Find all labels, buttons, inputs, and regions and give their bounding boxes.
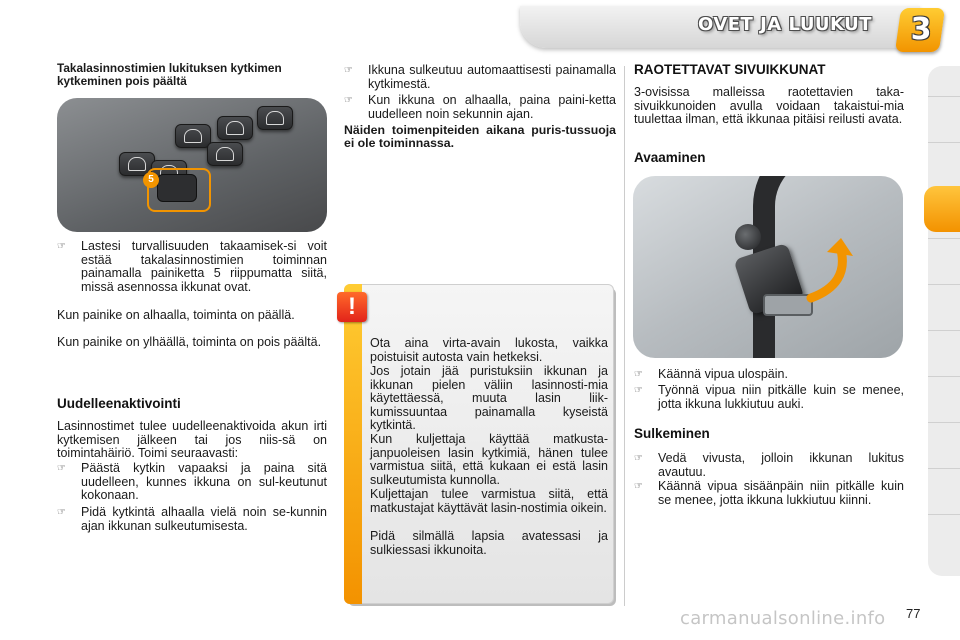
pointing-finger-icon: ☞: [344, 95, 353, 106]
lever-pivot: [735, 224, 761, 250]
manual-page: OVET JA LUUKUT 3 Takalasinnostimien lukituksen kytkimen kytkeminen pois päältä 5 ☞ Lastesi turvallisuuden takaamisek-si voit estää takalasinnostimien toiminnan painamalla painiketta 5 riippumatta siitä, missä asennossa ikkunat ovat. Kun painike on alhaalla, toiminta on päällä. Kun painike on ylhäällä, toiminta on pois päältä. Uudelleenaktivointi Lasinnostimet tulee uudelleenaktivoida akun irti kytkemisen jälkeen tai jos niis-sä on toimintahäiriö. Toimi seuraavasti: ☞ Päästä kytkin vapaaksi ja paina sitä uudelleen, kunnes ikkuna on sul-keutunut kokonaan. ☞ Pidä kytkintä alhaalla vielä noin se-kunnin ajan ikkunan sulkeutumisesta. ☞ Ikkuna sulkeutuu automaattisesti painamalla kytkimestä. ☞ Kun ikkuna on alhaalla, paina paini-ketta uudelleen noin sekunnin ajan. Näiden toimenpiteiden aikana puris-tussuoja ei ole toiminnassa. ! Ota aina virta-avain lukosta, vaikka poistuisit autosta vain hetkeksi. Jos jotain jää puristuksiin ikkunan ja ikkunan pielen väliin lasinnosti-mia käytettäessä, muuta lasin liik-kumissuuntaa painamalla kyseistä kytkintä. Kun kuljettaja käyttää matkusta-janpuoleisen lasin kytkimiä, hänen tulee varmistua siitä, että kukaan ei estä lasin sulkeutumista kunnolla. Kuljettajan tulee varmistua siitä, että matkustajat käyttävät lasin-nostimia oikein. Pidä silmällä lapsia avatessasi ja sulkiessasi ikkunoita. RAOTETTAVAT SIVUIKKUNAT 3-ovisissa malleissa raotettavien taka-sivuikkunoiden avulla voidaan takaistui-mia tuulettaa ilman, että ikkunaa pitäisi reilusti avata. Avaaminen ☞ Käännä vipua ulospäin. ☞ Työnnä vipua niin pitkälle kuin se menee, jotta ikkuna lukkiutuu auki. Sulkeminen ☞ Vedä vivusta, jolloin ikkunan lukitus avautuu. ☞ Käännä vipua sisäänpäin niin pitkälle kuin se menee, jotta ikkuna lukkiutuu kiinni. carmanualsonline.info 77: [0, 0, 960, 640]
warning-text: Ota aina virta-avain lukosta, vaikka poistuisit autosta vain hetkeksi.: [370, 336, 608, 364]
watermark: carmanualsonline.info: [680, 608, 886, 629]
window-switch: [175, 124, 211, 148]
pointing-finger-icon: ☞: [634, 481, 643, 492]
quarter-window-lever-photo: [633, 176, 903, 358]
tab-divider: [928, 96, 960, 97]
pointing-finger-icon: ☞: [57, 241, 66, 252]
pointing-finger-icon: ☞: [344, 65, 353, 76]
tab-divider: [928, 142, 960, 143]
paragraph: Kun painike on alhaalla, toiminta on päällä.: [57, 308, 295, 322]
pointing-finger-icon: ☞: [57, 507, 66, 518]
tab-divider: [928, 422, 960, 423]
mirror-switch: [257, 106, 293, 130]
page-number: 77: [906, 606, 921, 621]
section-heading: Takalasinnostimien lukituksen kytkimen kytkeminen pois päältä: [57, 61, 282, 88]
column-divider: [624, 66, 625, 606]
window-switch: [207, 142, 243, 166]
warning-text: Kun kuljettaja käyttää matkusta-janpuoleisen lasin kytkimiä, hänen tulee varmistua siitä, että kukaan ei estä lasin sulkeutumista kunnolla.: [370, 432, 608, 487]
chapter-number: 3: [910, 12, 932, 47]
rotate-arrow-icon: [801, 236, 861, 306]
warning-strip: [344, 284, 362, 604]
pointing-finger-icon: ☞: [634, 453, 643, 464]
tab-divider: [928, 468, 960, 469]
paragraph: Lasinnostimet tulee uudelleenaktivoida akun irti kytkemisen jälkeen tai jos niis-sä on toimintahäiriö. Toimi seuraavasti:: [57, 419, 327, 460]
paragraph: Kun painike on ylhäällä, toiminta on pois päältä.: [57, 335, 322, 349]
tab-divider: [928, 330, 960, 331]
chapter-tabs: [928, 66, 960, 576]
section-heading: Uudelleenaktivointi: [57, 396, 181, 411]
tab-divider: [928, 284, 960, 285]
paragraph: 3-ovisissa malleissa raotettavien taka-sivuikkunoiden avulla voidaan takaistui-mia tuulettaa ilman, että ikkunaa pitäisi reilusti avata.: [634, 85, 904, 126]
tab-divider: [928, 376, 960, 377]
child-lock-switch: [157, 174, 197, 202]
window-switch: [217, 116, 253, 140]
page-title: OVET JA LUUKUT: [698, 14, 873, 35]
section-heading: Sulkeminen: [634, 426, 710, 441]
pointing-finger-icon: ☞: [634, 385, 643, 396]
window-switch-photo: [57, 98, 327, 232]
warning-icon: !: [337, 292, 367, 322]
callout-badge: 5: [143, 172, 159, 188]
tab-divider: [928, 238, 960, 239]
chapter-tab-active[interactable]: [924, 186, 960, 232]
pointing-finger-icon: ☞: [634, 369, 643, 380]
section-heading: Avaaminen: [634, 150, 706, 165]
warning-text: Jos jotain jää puristuksiin ikkunan ja ikkunan pielen väliin lasinnosti-mia käytettäessä, muuta lasin liik-kumissuuntaa painamalla kyseistä kytkintä.: [370, 364, 608, 432]
tab-divider: [928, 514, 960, 515]
warning-text: Pidä silmällä lapsia avatessasi ja sulkiessasi ikkunoita.: [370, 529, 608, 557]
bold-note: Näiden toimenpiteiden aikana puris-tussuoja ei ole toiminnassa.: [344, 123, 616, 150]
pointing-finger-icon: ☞: [57, 463, 66, 474]
section-heading: RAOTETTAVAT SIVUIKKUNAT: [634, 62, 826, 77]
warning-text: Kuljettajan tulee varmistua siitä, että matkustajat käyttävät lasin-nostimia oikein.: [370, 487, 608, 515]
